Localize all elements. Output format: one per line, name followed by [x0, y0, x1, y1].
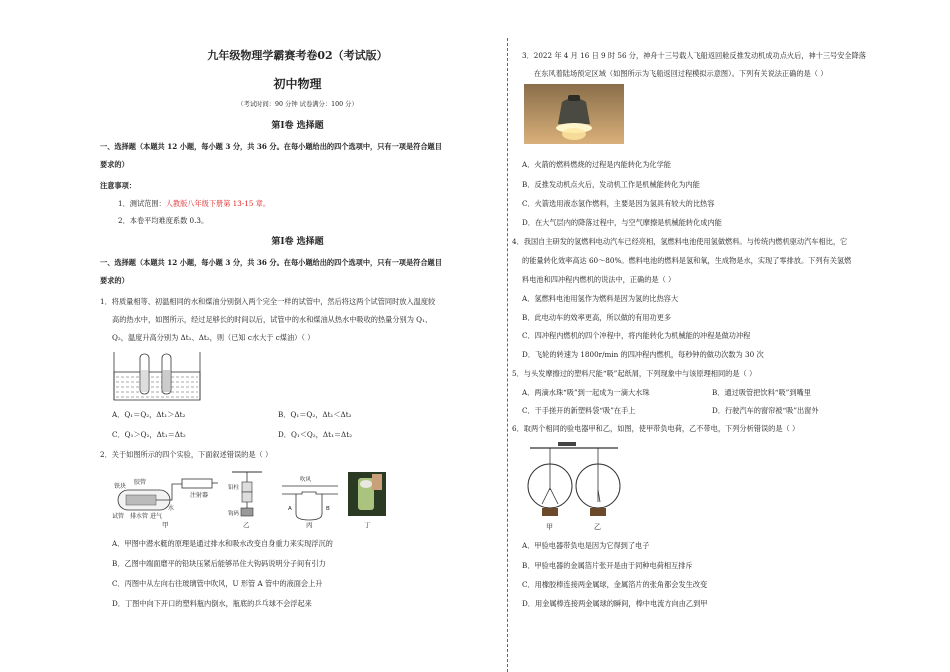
q1-option-c[interactable]: C．Q₁＞Q₂，Δt₁＝Δt₂	[112, 430, 186, 439]
q2-fig-label-yi: 乙	[243, 521, 250, 528]
q2-fig-label-jia: 甲	[162, 521, 169, 528]
q2-fig-text-12: B	[326, 506, 330, 512]
part1-intro-2: 要求的）	[100, 160, 129, 169]
q2-fig-label-ding: 丁	[364, 521, 371, 528]
q2-figure-jia	[112, 470, 222, 528]
note-2: 2．本卷平均难度系数 0.3。	[118, 216, 209, 225]
q2-fig-text-7: 水	[168, 505, 175, 512]
q4-line-1: 4．我国自主研发的氢燃料电动汽车已经亮相，氢燃料电池使用氢做燃料。与传统内燃机驱动汽车相比，它	[512, 237, 848, 246]
q5-option-a[interactable]: A．两滴水珠“吸”到一起成为一滴大水珠	[522, 388, 650, 397]
part1-intro-1: 一、选择题（本题共 12 小题，每小题 3 分，共 36 分。在每小题给出的四个选项中，只有一项是符合题目	[100, 142, 442, 151]
subject-title: 初中物理	[273, 77, 322, 91]
q2-fig-text-4: 排水管	[130, 513, 149, 520]
q6-option-d[interactable]: D．用金属棒连接两金属球的瞬间，棒中电流方向由乙到甲	[522, 599, 708, 608]
q2-fig-text-3: 进气	[150, 513, 163, 520]
q2-option-a[interactable]: A．甲图中潜水艇的原理是通过排水和吸水改变自身重力来实现浮沉的	[112, 539, 333, 548]
q2-fig-label-bing: 丙	[306, 521, 313, 528]
column-divider	[507, 38, 508, 672]
exam-title: 九年级物理学霸赛考卷02（考试版）	[207, 49, 388, 62]
q4-option-c[interactable]: C．四冲程内燃机的四个冲程中，将内能转化为机械能的冲程是做功冲程	[522, 331, 751, 340]
q2-fig-text-10: 吹风	[300, 477, 312, 483]
q5-option-d[interactable]: D．行驶汽车的窗帘被“吸”出窗外	[712, 406, 819, 415]
q1-option-b[interactable]: B．Q₁＝Q₂，Δt₁＜Δt₂	[278, 410, 352, 419]
q4-option-a[interactable]: A．氢燃料电池用氢作为燃料是因为氢的比热容大	[522, 294, 679, 303]
q4-option-b[interactable]: B．此电动车的效率更高，所以做的有用功更多	[522, 313, 672, 322]
q6-fig-label-yi: 乙	[594, 523, 601, 531]
q2-fig-text-2: 注射器	[190, 492, 209, 499]
q1-option-d[interactable]: D．Q₁＜Q₂，Δt₁＝Δt₂	[278, 430, 352, 439]
q6-option-c[interactable]: C．用橡胶棒连接两金属球，金属箔片的张角都会发生改变	[522, 580, 708, 589]
q5-line-1: 5．与头发摩擦过的塑料尺能“吸”起纸屑，下列现象中与该原理相同的是（ ）	[512, 369, 757, 378]
q3-option-c[interactable]: C．火箭选用液态氢作燃料，主要是因为氢具有较大的比热容	[522, 199, 715, 208]
part2-intro-1: 一、选择题（本题共 12 小题，每小题 3 分，共 36 分。在每小题给出的四个选项中，只有一项是符合题目	[100, 258, 442, 267]
q2-option-d[interactable]: D．丁图中向下开口的塑料瓶内倒水，瓶底的乒乓球不会浮起来	[112, 599, 312, 608]
q2-fig-text-5: 铁块	[114, 483, 127, 490]
q1-beaker-figure	[112, 350, 204, 402]
q2-fig-text-9: 钩码	[228, 511, 240, 517]
q5-option-b[interactable]: B．通过吸管把饮料“吸”到嘴里	[712, 388, 811, 397]
q4-option-d[interactable]: D．飞轮的转速为 1800r/min 的四冲程内燃机，每秒钟的做功次数为 30 次	[522, 350, 764, 359]
q3-line-1: 3．2022 年 4 月 16 日 9 时 56 分，神舟十三号载人飞船返回舱反推发动机成功点火后，神十三号安全降落	[522, 51, 866, 60]
part2-heading: 第Ⅰ卷 选择题	[271, 237, 324, 247]
q4-line-2: 的能量转化效率高达 60～80%。燃料电池的燃料是氢和氧，生成物是水，实现了零排放。下列有关氢燃	[522, 256, 852, 265]
q4-line-3: 料电池和四冲程内燃机的说法中，正确的是（ ）	[522, 275, 676, 284]
q2-figure-yi	[228, 470, 266, 528]
q2-fig-text-1: 胶管	[134, 479, 147, 486]
q3-option-d[interactable]: D．在大气层内的降落过程中，与空气摩擦是机械能转化成内能	[522, 218, 722, 227]
q2-figure-ding	[346, 470, 388, 528]
q2-option-c[interactable]: C．丙图中从左向右往玻璃管中吹风，U 形管 A 管中的液面会上升	[112, 579, 323, 588]
q3-option-a[interactable]: A．火箭的燃料燃烧的过程是内能转化为化学能	[522, 160, 671, 169]
q2-figure-bing	[278, 470, 342, 528]
notes-title: 注意事项：	[100, 181, 136, 190]
q6-option-a[interactable]: A．甲验电器带负电是因为它得到了电子	[522, 541, 650, 550]
part2-intro-2: 要求的）	[100, 276, 129, 285]
part1-heading: 第Ⅰ卷 选择题	[271, 121, 324, 131]
q6-electroscope-figure	[522, 440, 627, 532]
q6-option-b[interactable]: B．甲验电器的金属箔片张开是由于同种电荷相互排斥	[522, 561, 693, 570]
q3-option-b[interactable]: B．反推发动机点火后，发动机工作是机械能转化为内能	[522, 180, 700, 189]
q1-line-1: 1．将质量相等、初温相同的水和煤油分别倒入两个完全一样的试管中，然后将这两个试管同时放入温度较	[100, 297, 436, 306]
exam-info: （考试时间：90 分钟 试卷满分：100 分）	[237, 101, 358, 108]
q1-line-2: 高的热水中，如图所示，经过足够长的时间以后，试管中的水和煤油从热水中吸收的热量分别为 Q₁、	[112, 315, 433, 324]
q5-option-c[interactable]: C．干手搓开的新塑料袋“吸”在手上	[522, 406, 636, 415]
q6-fig-label-jia: 甲	[546, 523, 553, 531]
q3-line-2: 在东风着陆场预定区域（如图所示为飞船返回过程模拟示意图）。下列有关说法正确的是（ ）	[534, 69, 828, 78]
q2-option-b[interactable]: B．乙图中端面磨平的铅块压紧后能够吊住大钩码说明分子间有引力	[112, 559, 326, 568]
q6-line-1: 6．取两个相同的验电器甲和乙，如图，使甲带负电荷，乙不带电，下列分析错误的是（ ）	[512, 424, 800, 433]
q3-capsule-photo	[524, 84, 624, 144]
q2-line-1: 2．关于如图所示的四个实验，下面叙述错误的是（ ）	[100, 450, 273, 459]
q2-fig-text-8: 铅柱	[228, 485, 240, 491]
q1-line-3: Q₂，温度升高分别为 Δt₁、Δt₂，则（已知 c水大于 c煤油）（ ）	[112, 333, 315, 342]
q1-option-a[interactable]: A．Q₁＝Q₂，Δt₁＞Δt₂	[112, 410, 186, 419]
q2-fig-text-6: 试管	[112, 513, 125, 520]
note-1-prefix: 1．测试范围：	[118, 199, 166, 208]
q2-fig-text-11: A	[288, 506, 292, 512]
note-1-range: 人教版八年级下册第 13-15 章。	[165, 199, 271, 208]
note-1	[118, 199, 270, 209]
